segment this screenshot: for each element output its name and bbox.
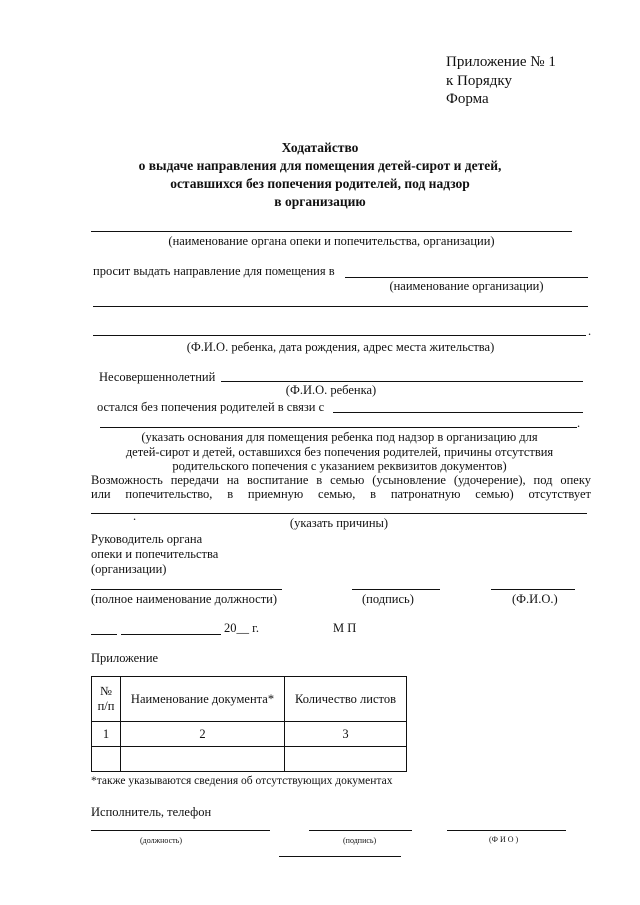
executor-label: Исполнитель, телефон bbox=[91, 805, 212, 819]
head-line-2: опеки и попечительства bbox=[91, 547, 219, 561]
grounds-caption-2: детей-сирот и детей, оставшихся без попечения родителей, причины отсутствия bbox=[125, 445, 554, 459]
organization-caption: (наименование организации) bbox=[389, 279, 544, 293]
organization-line[interactable] bbox=[345, 277, 588, 278]
possibility-line-1: Возможность передачи на воспитание в семью (усыновление (удочерение), под опеку bbox=[91, 473, 591, 487]
executor-signature-line[interactable] bbox=[309, 830, 412, 831]
executor-position-caption: (должность) bbox=[140, 836, 182, 845]
reason-line-2[interactable] bbox=[100, 427, 577, 428]
title-line-1: Ходатайство bbox=[281, 140, 359, 155]
table-header-number: № п/п bbox=[92, 677, 121, 722]
executor-fio-line[interactable] bbox=[447, 830, 566, 831]
table-header-document: Наименование документа* bbox=[121, 677, 285, 722]
footnote: *также указываются сведения об отсутствующих документах bbox=[91, 775, 393, 787]
head-line-3: (организации) bbox=[91, 562, 167, 576]
minor-fio-caption: (Ф.И.О. ребенка) bbox=[285, 383, 377, 397]
table-cell[interactable] bbox=[92, 747, 121, 772]
date-year: 20__ г. bbox=[224, 621, 259, 635]
child-info-caption: (Ф.И.О. ребенка, дата рождения, адрес места жительства) bbox=[186, 340, 495, 354]
date-month-line[interactable] bbox=[121, 634, 221, 635]
stamp-place: М П bbox=[333, 621, 357, 635]
organ-name-caption: (наименование органа опеки и попечительства, организации) bbox=[168, 234, 495, 248]
table-cell[interactable] bbox=[121, 747, 285, 772]
fio-caption: (Ф.И.О.) bbox=[512, 592, 558, 606]
attachment-label: Приложение bbox=[91, 651, 159, 665]
title-line-2: о выдаче направления для помещения детей-сирот и детей, bbox=[138, 158, 502, 173]
title-line-3: оставшихся без попечения родителей, под надзор bbox=[170, 176, 470, 191]
executor-fio-caption: (Ф И О ) bbox=[489, 835, 519, 844]
fio-line[interactable] bbox=[491, 589, 575, 590]
child-info-line-2[interactable] bbox=[93, 335, 586, 336]
table-cell[interactable]: 1 bbox=[92, 722, 121, 747]
minor-fio-line[interactable] bbox=[221, 381, 583, 382]
grounds-caption-1: (указать основания для помещения ребенка под надзор в организацию для bbox=[141, 430, 538, 444]
left-without-care-label: остался без попечения родителей в связи с bbox=[97, 400, 325, 414]
documents-table bbox=[91, 676, 407, 772]
child-info-line-1[interactable] bbox=[93, 306, 588, 307]
title-line-4: в организацию bbox=[274, 194, 366, 209]
request-text: просит выдать направление для помещения в bbox=[93, 264, 335, 278]
head-line-1: Руководитель органа bbox=[91, 532, 203, 546]
grounds-caption-3: родительского попечения с указанием реквизитов документов) bbox=[172, 459, 507, 473]
table-cell[interactable]: 3 bbox=[285, 722, 407, 747]
appendix-form: Форма bbox=[446, 91, 489, 107]
table-cell[interactable]: 2 bbox=[121, 722, 285, 747]
executor-signature-caption: (подпись) bbox=[343, 836, 377, 845]
reason-line-1[interactable] bbox=[333, 412, 583, 413]
date-day-line[interactable] bbox=[91, 634, 117, 635]
table-header-sheets: Количество листов bbox=[285, 677, 407, 722]
organ-name-line[interactable] bbox=[91, 231, 572, 232]
appendix-order: к Порядку bbox=[446, 73, 512, 89]
minor-label: Несовершеннолетний bbox=[99, 370, 216, 384]
table-row bbox=[92, 747, 407, 772]
executor-position-line[interactable] bbox=[91, 830, 270, 831]
possibility-line-2: или попечительство, в приемную семью, в патронатную семью) отсутствует bbox=[91, 487, 591, 501]
signature-caption: (подпись) bbox=[362, 592, 414, 606]
signature-line[interactable] bbox=[352, 589, 440, 590]
position-caption: (полное наименование должности) bbox=[91, 592, 278, 606]
executor-phone-line[interactable] bbox=[279, 856, 401, 857]
reasons-caption: (указать причины) bbox=[289, 516, 389, 530]
table-header-row bbox=[92, 677, 407, 722]
position-line[interactable] bbox=[91, 589, 282, 590]
reasons-line[interactable] bbox=[91, 513, 587, 514]
appendix-number: Приложение № 1 bbox=[446, 54, 556, 70]
table-row bbox=[92, 722, 407, 747]
table-cell[interactable] bbox=[285, 747, 407, 772]
